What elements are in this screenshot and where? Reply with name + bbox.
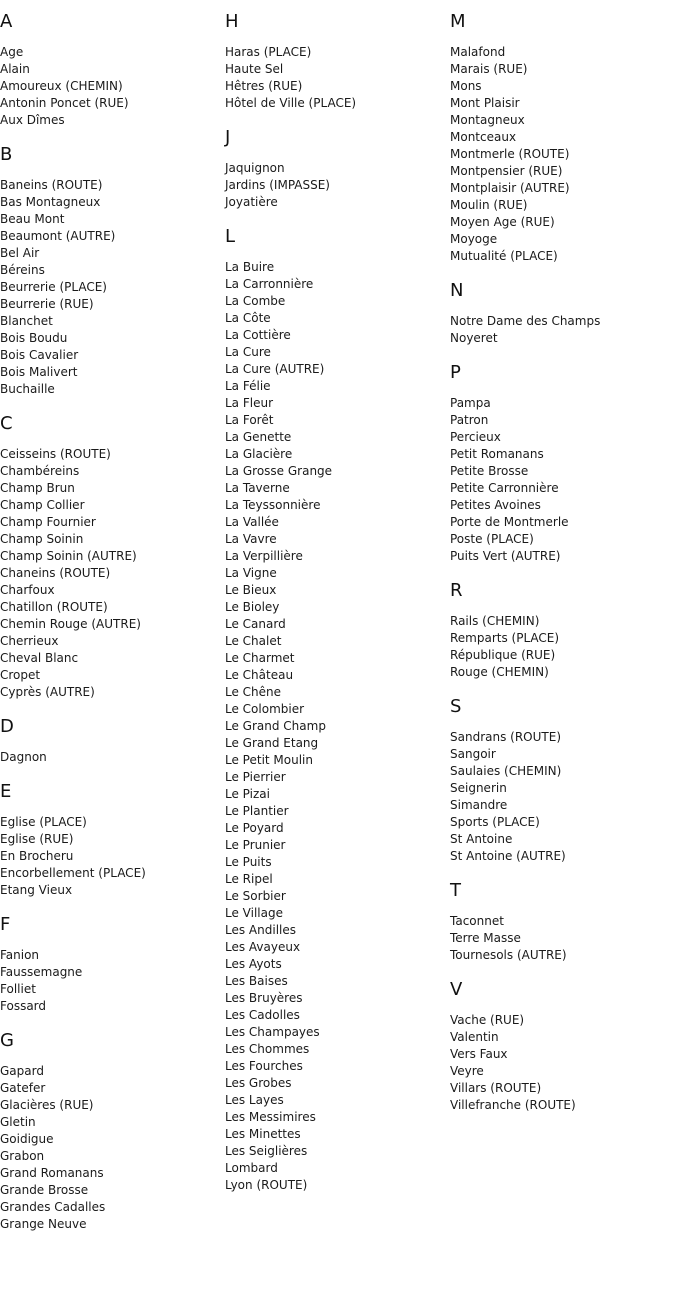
letter-heading: V (450, 979, 463, 1000)
street-list (450, 313, 670, 347)
street-link[interactable]: La Taverne (225, 481, 290, 495)
street-link[interactable]: Cyprès (AUTRE) (0, 685, 95, 699)
street-link[interactable]: Le Poyard (225, 821, 284, 835)
letter-heading: R (450, 580, 463, 601)
street-link[interactable]: Bois Cavalier (0, 348, 79, 362)
street-link[interactable]: Grande Brosse (0, 1183, 89, 1197)
letter-group (450, 279, 670, 347)
street-link[interactable]: Les Minettes (225, 1127, 301, 1141)
letter-heading: E (0, 781, 12, 802)
letter-group (450, 579, 670, 681)
street-link[interactable]: Le Charmet (225, 651, 295, 665)
street-link[interactable]: Glacières (RUE) (0, 1098, 94, 1112)
street-link[interactable]: Moyen Age (RUE) (450, 215, 555, 229)
street-link[interactable]: Patron (450, 413, 489, 427)
street-link[interactable]: Montplaisir (AUTRE) (450, 181, 570, 195)
street-link[interactable]: La Fleur (225, 396, 274, 410)
street-link[interactable]: La Vallée (225, 515, 279, 529)
street-link[interactable]: Hôtel de Ville (PLACE) (225, 96, 357, 110)
street-link[interactable]: La Buire (225, 260, 275, 274)
street-link[interactable]: Lombard (225, 1161, 278, 1175)
street-link[interactable]: Remparts (PLACE) (450, 631, 560, 645)
street-link[interactable]: Percieux (450, 430, 501, 444)
street-link[interactable]: Le Grand Etang (225, 736, 319, 750)
street-link[interactable]: Le Prunier (225, 838, 286, 852)
street-link[interactable]: Les Seiglières (225, 1144, 308, 1158)
street-list (0, 947, 220, 1015)
letter-heading: N (450, 280, 464, 301)
index-column (0, 10, 220, 1247)
letter-group (0, 780, 220, 899)
street-link[interactable]: Le Plantier (225, 804, 289, 818)
letter-heading: H (225, 11, 239, 32)
street-link[interactable]: Folliet (0, 982, 36, 996)
street-link[interactable]: Aux Dîmes (0, 113, 65, 127)
street-link[interactable]: Vache (RUE) (450, 1013, 525, 1027)
street-link[interactable]: Cropet (0, 668, 41, 682)
street-link[interactable]: Saulaies (CHEMIN) (450, 764, 562, 778)
street-link[interactable]: Mont Plaisir (450, 96, 520, 110)
letter-heading: L (225, 226, 236, 247)
letter-group (450, 10, 670, 265)
letter-group (225, 225, 445, 1194)
street-link[interactable]: Les Bruyères (225, 991, 303, 1005)
street-link[interactable]: Le Village (225, 906, 283, 920)
street-link[interactable]: Le Puits (225, 855, 272, 869)
letter-heading: C (0, 413, 13, 434)
letter-group (0, 1029, 220, 1233)
street-link[interactable]: Villars (ROUTE) (450, 1081, 542, 1095)
street-link[interactable]: Grabon (0, 1149, 45, 1163)
street-link[interactable]: Taconnet (450, 914, 504, 928)
street-link[interactable]: Jardins (IMPASSE) (225, 178, 330, 192)
street-link[interactable]: Porte de Montmerle (450, 515, 569, 529)
street-link[interactable]: Grandes Cadalles (0, 1200, 106, 1214)
street-link[interactable]: Petite Brosse (450, 464, 529, 478)
letter-group (0, 412, 220, 701)
street-link[interactable]: Beau Mont (0, 212, 65, 226)
street-link[interactable]: Champ Brun (0, 481, 75, 495)
street-link[interactable]: Le Petit Moulin (225, 753, 313, 767)
street-link[interactable]: Baneins (ROUTE) (0, 178, 103, 192)
street-link[interactable]: Cherrieux (0, 634, 59, 648)
street-link[interactable]: St Antoine (450, 832, 513, 846)
street-link[interactable]: Le Grand Champ (225, 719, 326, 733)
street-link[interactable]: Jaquignon (225, 161, 285, 175)
street-link[interactable]: Ceisseins (ROUTE) (0, 447, 111, 461)
street-link[interactable]: Chaneins (ROUTE) (0, 566, 111, 580)
street-link[interactable]: La Verpillière (225, 549, 303, 563)
street-link[interactable]: Mutualité (PLACE) (450, 249, 558, 263)
street-link[interactable]: Eglise (RUE) (0, 832, 74, 846)
street-link[interactable]: Moulin (RUE) (450, 198, 528, 212)
street-link[interactable]: Bois Boudu (0, 331, 68, 345)
letter-group (450, 978, 670, 1114)
street-list (450, 913, 670, 964)
street-link[interactable]: Le Pierrier (225, 770, 286, 784)
street-link[interactable]: La Grosse Grange (225, 464, 333, 478)
street-link[interactable]: La Combe (225, 294, 286, 308)
street-link[interactable]: Fanion (0, 948, 40, 962)
street-link[interactable]: La Cottière (225, 328, 291, 342)
street-link[interactable]: Sports (PLACE) (450, 815, 540, 829)
street-link[interactable]: Les Baises (225, 974, 288, 988)
letter-heading: M (450, 11, 466, 32)
letter-heading: G (0, 1030, 14, 1051)
street-link[interactable]: Cheval Blanc (0, 651, 79, 665)
letter-heading: A (0, 11, 13, 32)
street-link[interactable]: Moyoge (450, 232, 498, 246)
street-link[interactable]: Notre Dame des Champs (450, 314, 601, 328)
letter-heading: J (225, 127, 231, 148)
street-link[interactable]: Le Pizai (225, 787, 270, 801)
street-link[interactable]: Montagneux (450, 113, 525, 127)
street-link[interactable]: Les Messimires (225, 1110, 316, 1124)
street-link[interactable]: Rouge (CHEMIN) (450, 665, 549, 679)
street-link[interactable]: La Genette (225, 430, 292, 444)
street-link[interactable]: Lyon (ROUTE) (225, 1178, 308, 1192)
street-link[interactable]: Veyre (450, 1064, 484, 1078)
street-list (0, 814, 220, 899)
street-link[interactable]: Champ Soinin (0, 532, 84, 546)
street-link[interactable]: Marais (RUE) (450, 62, 528, 76)
letter-heading: T (450, 880, 461, 901)
letter-group (225, 10, 445, 112)
index-column (450, 10, 670, 1128)
street-link[interactable]: Le Sorbier (225, 889, 286, 903)
letter-heading: P (450, 362, 461, 383)
street-link[interactable]: Antonin Poncet (RUE) (0, 96, 129, 110)
street-link[interactable]: Bel Air (0, 246, 40, 260)
street-link[interactable]: Buchaille (0, 382, 55, 396)
street-link[interactable]: Champ Collier (0, 498, 85, 512)
street-link[interactable]: Les Chommes (225, 1042, 310, 1056)
street-link[interactable]: Gletin (0, 1115, 36, 1129)
street-link[interactable]: St Antoine (AUTRE) (450, 849, 566, 863)
street-list (225, 160, 445, 211)
street-link[interactable]: Charfoux (0, 583, 55, 597)
street-link[interactable]: Puits Vert (AUTRE) (450, 549, 561, 563)
street-link[interactable]: Chatillon (ROUTE) (0, 600, 108, 614)
letter-heading: F (0, 914, 11, 935)
street-link[interactable]: Les Avayeux (225, 940, 301, 954)
street-link[interactable]: Haute Sel (225, 62, 284, 76)
letter-group (0, 913, 220, 1015)
letter-heading: D (0, 716, 14, 737)
street-link[interactable]: Alain (0, 62, 30, 76)
street-link[interactable]: Le Bieux (225, 583, 277, 597)
street-link[interactable]: Grange Neuve (0, 1217, 87, 1231)
street-list (450, 729, 670, 865)
street-link[interactable]: Pampa (450, 396, 491, 410)
letter-heading: B (0, 144, 13, 165)
street-link[interactable]: Simandre (450, 798, 508, 812)
street-link[interactable]: Haras (PLACE) (225, 45, 312, 59)
street-link[interactable]: Béreins (0, 263, 45, 277)
street-link[interactable]: Vers Faux (450, 1047, 508, 1061)
street-link[interactable]: Montmerle (ROUTE) (450, 147, 570, 161)
street-link[interactable]: Petite Carronnière (450, 481, 559, 495)
street-link[interactable]: Etang Vieux (0, 883, 73, 897)
letter-heading: S (450, 696, 462, 717)
street-link[interactable]: Gatefer (0, 1081, 46, 1095)
street-link[interactable]: Les Champayes (225, 1025, 320, 1039)
street-list (0, 1063, 220, 1233)
street-link[interactable]: Terre Masse (450, 931, 521, 945)
street-link[interactable]: Les Cadolles (225, 1008, 300, 1022)
street-link[interactable]: Sangoir (450, 747, 496, 761)
street-link[interactable]: Blanchet (0, 314, 53, 328)
street-list (0, 44, 220, 129)
street-link[interactable]: La Carronnière (225, 277, 314, 291)
street-link[interactable]: Sandrans (ROUTE) (450, 730, 561, 744)
street-link[interactable]: Champ Soinin (AUTRE) (0, 549, 137, 563)
street-link[interactable]: Age (0, 45, 24, 59)
street-link[interactable]: Bois Malivert (0, 365, 78, 379)
street-link[interactable]: Chemin Rouge (AUTRE) (0, 617, 141, 631)
street-link[interactable]: Hêtres (RUE) (225, 79, 303, 93)
street-link[interactable]: Beurrerie (RUE) (0, 297, 94, 311)
street-link[interactable]: Noyeret (450, 331, 498, 345)
street-link[interactable]: Tournesols (AUTRE) (450, 948, 567, 962)
street-link[interactable]: Le Château (225, 668, 294, 682)
street-link[interactable]: Rails (CHEMIN) (450, 614, 540, 628)
street-link[interactable]: Montceaux (450, 130, 517, 144)
letter-group (450, 695, 670, 865)
street-link[interactable]: Petites Avoines (450, 498, 541, 512)
index-column (225, 10, 445, 1208)
street-link[interactable]: Le Chêne (225, 685, 282, 699)
street-link[interactable]: Malafond (450, 45, 506, 59)
street-link[interactable]: Gapard (0, 1064, 44, 1078)
street-list (225, 44, 445, 112)
street-link[interactable]: Dagnon (0, 750, 47, 764)
street-link[interactable]: Goidigue (0, 1132, 54, 1146)
street-link[interactable]: La Côte (225, 311, 271, 325)
street-link[interactable]: La Forêt (225, 413, 274, 427)
letter-group (0, 10, 220, 129)
street-link[interactable]: La Félie (225, 379, 271, 393)
street-link[interactable]: Faussemagne (0, 965, 83, 979)
street-link[interactable]: La Vigne (225, 566, 277, 580)
street-list (450, 44, 670, 265)
street-link[interactable]: La Glacière (225, 447, 293, 461)
street-link[interactable]: Les Grobes (225, 1076, 292, 1090)
street-link[interactable]: Beurrerie (PLACE) (0, 280, 107, 294)
street-link[interactable]: Grand Romanans (0, 1166, 104, 1180)
street-link[interactable]: Le Chalet (225, 634, 282, 648)
street-link[interactable]: La Vavre (225, 532, 277, 546)
street-link[interactable]: Le Canard (225, 617, 286, 631)
street-link[interactable]: Le Colombier (225, 702, 305, 716)
street-link[interactable]: Joyatière (225, 195, 278, 209)
street-link[interactable]: Bas Montagneux (0, 195, 101, 209)
letter-group (0, 715, 220, 766)
street-list (450, 395, 670, 565)
street-link[interactable]: Le Ripel (225, 872, 273, 886)
letter-group (225, 126, 445, 211)
street-link[interactable]: Les Andilles (225, 923, 296, 937)
street-list (0, 749, 220, 766)
street-link[interactable]: Fossard (0, 999, 47, 1013)
street-link[interactable]: Poste (PLACE) (450, 532, 534, 546)
street-link[interactable]: Le Bioley (225, 600, 280, 614)
street-link[interactable]: Seignerin (450, 781, 507, 795)
letter-group (450, 361, 670, 565)
street-link[interactable]: Beaumont (AUTRE) (0, 229, 116, 243)
street-link[interactable]: Montpensier (RUE) (450, 164, 563, 178)
street-list (225, 259, 445, 1194)
street-link[interactable]: La Cure (AUTRE) (225, 362, 325, 376)
street-link[interactable]: Mons (450, 79, 482, 93)
letter-group (0, 143, 220, 398)
street-link[interactable]: Les Layes (225, 1093, 284, 1107)
street-link[interactable]: Champ Fournier (0, 515, 96, 529)
street-link[interactable]: La Cure (225, 345, 271, 359)
letter-group (450, 879, 670, 964)
street-link[interactable]: En Brocheru (0, 849, 74, 863)
street-link[interactable]: La Teyssonnière (225, 498, 321, 512)
street-link[interactable]: Encorbellement (PLACE) (0, 866, 146, 880)
street-list (0, 446, 220, 701)
street-link[interactable]: Amoureux (CHEMIN) (0, 79, 123, 93)
street-link[interactable]: Eglise (PLACE) (0, 815, 87, 829)
street-list (450, 1012, 670, 1114)
street-list (450, 613, 670, 681)
street-link[interactable]: Les Fourches (225, 1059, 303, 1073)
street-list (0, 177, 220, 398)
street-link[interactable]: République (RUE) (450, 648, 556, 662)
street-link[interactable]: Les Ayots (225, 957, 282, 971)
street-link[interactable]: Valentin (450, 1030, 499, 1044)
street-link[interactable]: Chambéreins (0, 464, 80, 478)
street-link[interactable]: Villefranche (ROUTE) (450, 1098, 576, 1112)
street-link[interactable]: Petit Romanans (450, 447, 544, 461)
